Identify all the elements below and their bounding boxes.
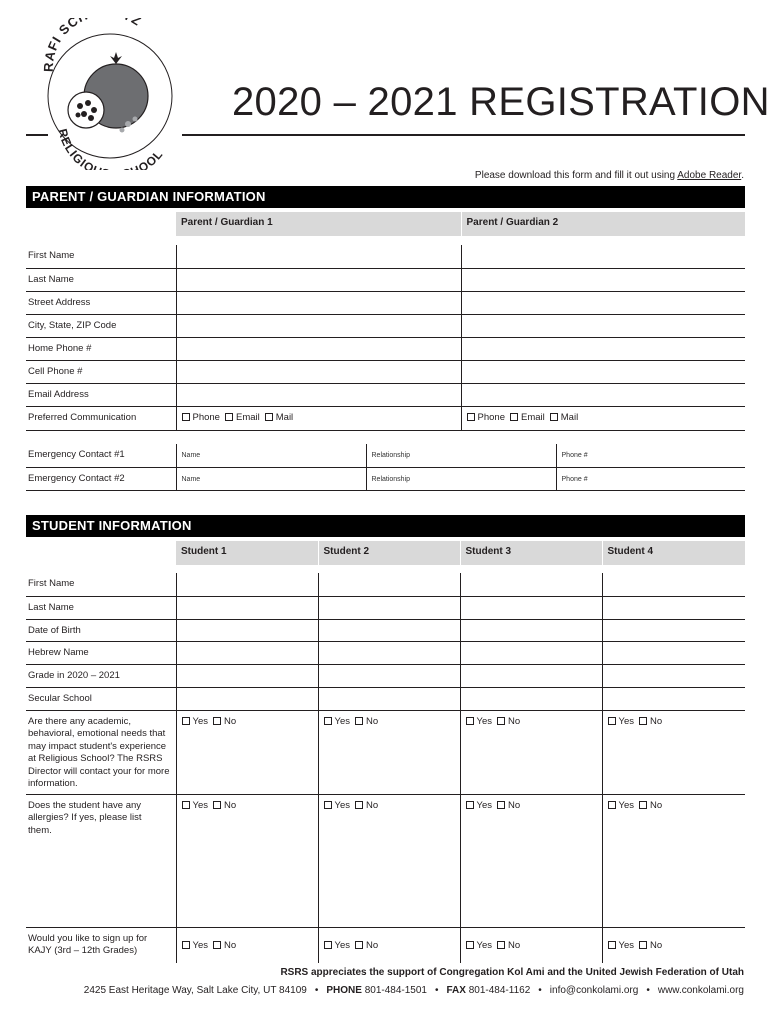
checkbox-icon <box>467 413 475 421</box>
checkbox-icon <box>510 413 518 421</box>
yes-checkbox[interactable]: Yes <box>466 716 493 727</box>
student4-first-name-field[interactable] <box>602 573 745 596</box>
checkbox-option[interactable]: Email <box>225 412 260 423</box>
checkbox-icon <box>466 717 474 725</box>
checkbox-icon <box>213 941 221 949</box>
checkbox-icon <box>213 717 221 725</box>
student-row-label: Grade in 2020 – 2021 <box>26 664 176 687</box>
student3-dob-field[interactable] <box>460 619 602 641</box>
student2-secular-school-field[interactable] <box>318 687 460 710</box>
title-rule <box>182 134 745 136</box>
checkbox-icon <box>355 801 363 809</box>
yes-checkbox[interactable]: Yes <box>182 716 209 727</box>
checkbox-option[interactable]: Email <box>510 412 545 423</box>
no-checkbox[interactable]: No <box>639 800 662 811</box>
parent1-email-field[interactable] <box>176 383 461 406</box>
student3-first-name-field[interactable] <box>460 573 602 596</box>
student2-allergies-options <box>318 794 460 927</box>
emergency2-relationship-field[interactable]: Relationship <box>366 467 556 490</box>
parent-row-label: Cell Phone # <box>26 360 176 383</box>
yes-checkbox[interactable]: Yes <box>466 800 493 811</box>
checkbox-icon <box>466 801 474 809</box>
checkbox-icon <box>497 941 505 949</box>
download-note-suffix: . <box>741 170 744 181</box>
student3-allergies-options <box>460 794 602 927</box>
separator: • <box>538 985 542 996</box>
logo-arc-bottom: RELIGIO OOL <box>55 127 166 170</box>
checkbox-icon <box>497 801 505 809</box>
student1-allergies-options <box>176 794 318 927</box>
parent-row-label: Email Address <box>26 383 176 406</box>
checkbox-option[interactable]: Mail <box>265 412 293 423</box>
school-logo <box>24 18 184 170</box>
emergency1-relationship-field[interactable]: Relationship <box>366 444 556 467</box>
emergency2-phone-field[interactable]: Phone # <box>556 467 745 490</box>
parent-col-2-header: Parent / Guardian 2 <box>461 212 745 236</box>
yes-checkbox[interactable]: Yes <box>324 716 351 727</box>
download-note-prefix: Please download this form and fill it out using <box>474 170 678 181</box>
phone-number: 801-484-1501 <box>364 985 427 996</box>
emergency1-phone-field[interactable]: Phone # <box>556 444 745 467</box>
kajy-question-label: Would you like to sign up for KAJY (3rd – 12th Grades) <box>28 932 148 956</box>
checkbox-icon <box>608 801 616 809</box>
address-text: 2425 East Heritage Way, Salt Lake City, UT 84109 <box>83 985 307 996</box>
student2-kajy-options <box>318 927 460 963</box>
yes-checkbox[interactable]: Yes <box>608 716 635 727</box>
student2-needs-options <box>318 710 460 794</box>
student-table <box>26 541 745 963</box>
parent-header-blank <box>26 212 176 236</box>
parent-col-1-header: Parent / Guardian 1 <box>176 212 461 236</box>
parent2-street-field[interactable] <box>461 291 745 314</box>
parent1-city-field[interactable] <box>176 314 461 337</box>
no-checkbox[interactable]: No <box>639 940 662 951</box>
checkbox-icon <box>497 717 505 725</box>
student4-allergies-options <box>602 794 745 927</box>
checkbox-icon <box>355 717 363 725</box>
student-col-header: Student 3 <box>460 541 602 565</box>
checkbox-icon <box>182 413 190 421</box>
student3-grade-field[interactable] <box>460 664 602 687</box>
no-checkbox[interactable]: No <box>355 716 378 727</box>
parent-row-label: Home Phone # <box>26 337 176 360</box>
no-checkbox[interactable]: No <box>213 940 236 951</box>
student2-dob-field[interactable] <box>318 619 460 641</box>
student1-grade-field[interactable] <box>176 664 318 687</box>
yes-checkbox[interactable]: Yes <box>182 800 209 811</box>
checkbox-icon <box>182 717 190 725</box>
parent1-street-field[interactable] <box>176 291 461 314</box>
fax-number: 801-484-1162 <box>468 985 531 996</box>
support-statement: RSRS appreciates the support of Congregation Kol Ami and the United Jewish Federation of Utah <box>280 967 744 978</box>
yes-checkbox[interactable]: Yes <box>608 800 635 811</box>
parent-row-label: First Name <box>26 245 176 268</box>
no-checkbox[interactable]: No <box>213 716 236 727</box>
yes-checkbox[interactable]: Yes <box>608 940 635 951</box>
student4-dob-field[interactable] <box>602 619 745 641</box>
download-note <box>475 170 744 181</box>
student1-last-name-field[interactable] <box>176 596 318 619</box>
yes-checkbox[interactable]: Yes <box>466 940 493 951</box>
student3-kajy-options <box>460 927 602 963</box>
student-col-header: Student 2 <box>318 541 460 565</box>
student2-first-name-field[interactable] <box>318 573 460 596</box>
student-row-label: First Name <box>26 573 176 596</box>
student-col-header: Student 1 <box>176 541 318 565</box>
parent2-email-field[interactable] <box>461 383 745 406</box>
yes-checkbox[interactable]: Yes <box>182 940 209 951</box>
checkbox-option[interactable]: Phone <box>467 412 505 423</box>
logo-arc-top: RAFI SC Z <box>40 18 145 73</box>
checkbox-icon <box>550 413 558 421</box>
student4-kajy-options <box>602 927 745 963</box>
parent-table <box>26 212 745 491</box>
emergency-contact-label: Emergency Contact #2 <box>26 467 176 490</box>
student3-hebrew-name-field[interactable] <box>460 641 602 664</box>
emergency2-name-field[interactable]: Name <box>176 467 366 490</box>
student1-needs-options <box>176 710 318 794</box>
student1-secular-school-field[interactable] <box>176 687 318 710</box>
student2-last-name-field[interactable] <box>318 596 460 619</box>
no-checkbox[interactable]: No <box>497 940 520 951</box>
preferred-communication-label: Preferred Communication <box>26 406 176 430</box>
checkbox-icon <box>466 941 474 949</box>
student-row-label: Secular School <box>26 687 176 710</box>
checkbox-icon <box>639 717 647 725</box>
no-checkbox[interactable]: No <box>497 800 520 811</box>
parent1-preferred-options <box>176 406 461 430</box>
checkbox-option[interactable]: Phone <box>182 412 220 423</box>
parent-row-label: Street Address <box>26 291 176 314</box>
page-title: 2020 – 2021 REGISTRATION <box>232 80 770 124</box>
needs-question-label: Are there any academic, behavioral, emotional needs that may impact student's experience at Religious School? The RSRS Director will contact your for more information. <box>26 710 176 794</box>
student4-last-name-field[interactable] <box>602 596 745 619</box>
checkbox-icon <box>324 941 332 949</box>
student-col-header: Student 4 <box>602 541 745 565</box>
no-checkbox[interactable]: No <box>497 716 520 727</box>
parent1-last-name-field[interactable] <box>176 268 461 291</box>
no-checkbox[interactable]: No <box>355 800 378 811</box>
fax-label: FAX <box>446 985 466 996</box>
checkbox-icon <box>355 941 363 949</box>
student4-needs-options <box>602 710 745 794</box>
checkbox-icon <box>639 801 647 809</box>
parent2-cell-phone-field[interactable] <box>461 360 745 383</box>
separator: • <box>314 985 319 996</box>
parent2-last-name-field[interactable] <box>461 268 745 291</box>
student2-grade-field[interactable] <box>318 664 460 687</box>
parent-row-label: Last Name <box>26 268 176 291</box>
website-link[interactable]: www.conkolami.org <box>657 985 744 996</box>
student1-kajy-options <box>176 927 318 963</box>
student-section-heading: STUDENT INFORMATION <box>26 515 745 537</box>
yes-checkbox[interactable]: Yes <box>324 800 351 811</box>
adobe-reader-link[interactable]: Adobe Reader <box>677 170 742 181</box>
checkbox-icon <box>608 717 616 725</box>
allergies-question-label: Does the student have any allergies? If yes, please list them. <box>26 794 176 927</box>
student1-first-name-field[interactable] <box>176 573 318 596</box>
student-row-label: Last Name <box>26 596 176 619</box>
email-link[interactable]: info@conkolami.org <box>549 985 639 996</box>
no-checkbox[interactable]: No <box>355 940 378 951</box>
parent-section-heading: PARENT / GUARDIAN INFORMATION <box>26 186 745 208</box>
parent1-first-name-field[interactable] <box>176 245 461 268</box>
separator: • <box>434 985 439 996</box>
student3-needs-options <box>460 710 602 794</box>
student1-dob-field[interactable] <box>176 619 318 641</box>
parent2-preferred-options <box>461 406 745 430</box>
student-row-label: Date of Birth <box>26 619 176 641</box>
checkbox-icon <box>225 413 233 421</box>
no-checkbox[interactable]: No <box>639 716 662 727</box>
checkbox-icon <box>639 941 647 949</box>
pomegranate-icon <box>68 52 148 133</box>
checkbox-option[interactable]: Mail <box>550 412 578 423</box>
svg-text:RELIGIOUS SCHOOL <box>55 127 165 170</box>
separator: • <box>646 985 650 996</box>
parent1-cell-phone-field[interactable] <box>176 360 461 383</box>
yes-checkbox[interactable]: Yes <box>324 940 351 951</box>
parent-row-label: City, State, ZIP Code <box>26 314 176 337</box>
checkbox-icon <box>213 801 221 809</box>
parent2-first-name-field[interactable] <box>461 245 745 268</box>
contact-line <box>84 985 744 996</box>
student2-hebrew-name-field[interactable] <box>318 641 460 664</box>
parent2-city-field[interactable] <box>461 314 745 337</box>
student3-secular-school-field[interactable] <box>460 687 602 710</box>
student-row-label: Hebrew Name <box>26 641 176 664</box>
checkbox-icon <box>608 941 616 949</box>
left-rule <box>26 134 48 136</box>
no-checkbox[interactable]: No <box>213 800 236 811</box>
parent1-home-phone-field[interactable] <box>176 337 461 360</box>
checkbox-icon <box>182 941 190 949</box>
student4-grade-field[interactable] <box>602 664 745 687</box>
checkbox-icon <box>324 717 332 725</box>
phone-label: PHONE <box>326 985 362 996</box>
student4-secular-school-field[interactable] <box>602 687 745 710</box>
emergency-contact-label: Emergency Contact #1 <box>26 444 176 467</box>
parent2-home-phone-field[interactable] <box>461 337 745 360</box>
checkbox-icon <box>324 801 332 809</box>
student-header-blank <box>26 541 176 565</box>
emergency1-name-field[interactable]: Name <box>176 444 366 467</box>
checkbox-icon <box>182 801 190 809</box>
checkbox-icon <box>265 413 273 421</box>
student4-hebrew-name-field[interactable] <box>602 641 745 664</box>
student1-hebrew-name-field[interactable] <box>176 641 318 664</box>
student3-last-name-field[interactable] <box>460 596 602 619</box>
